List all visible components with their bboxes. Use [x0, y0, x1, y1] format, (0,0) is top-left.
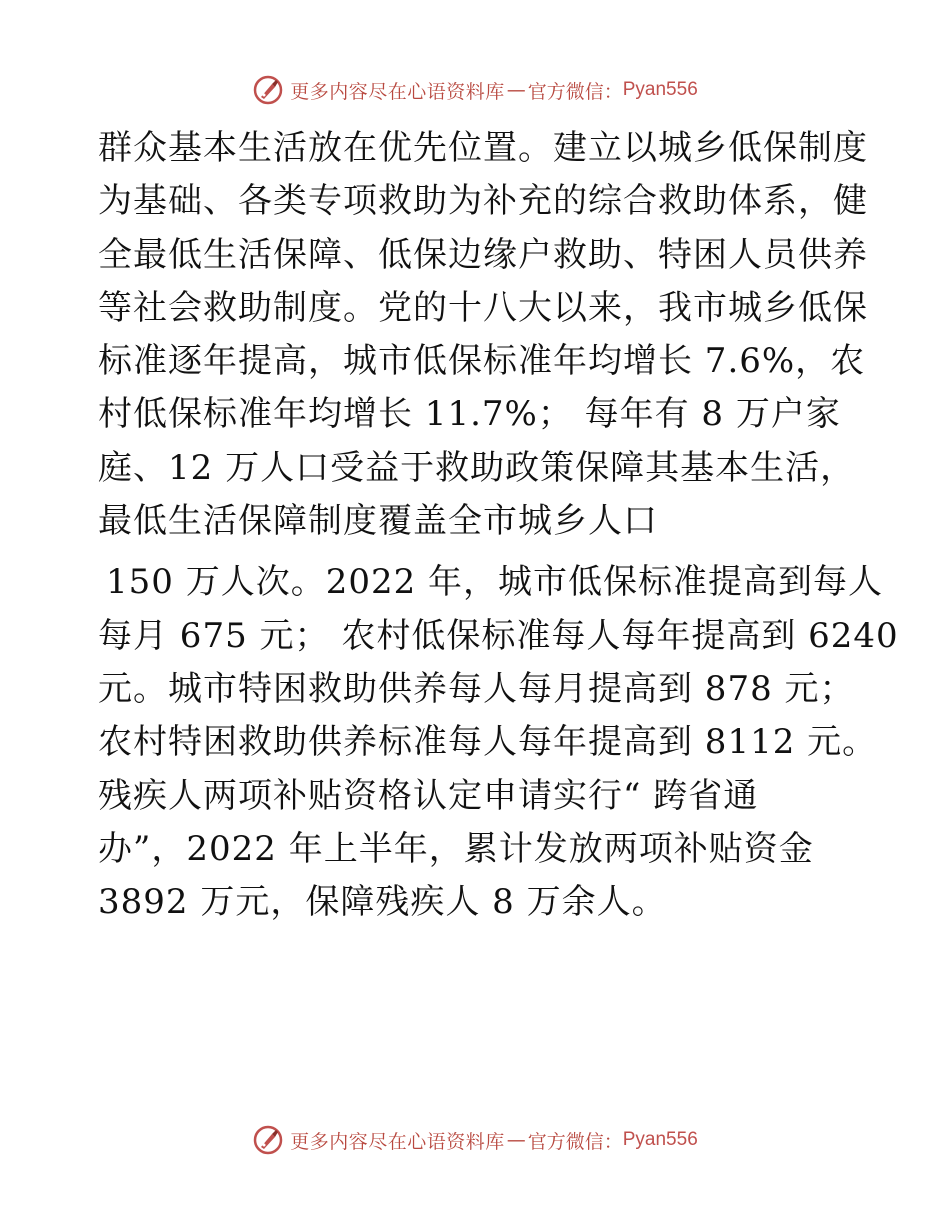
watermark-text: 更多内容尽在心语资料库	[290, 1130, 505, 1153]
text-line: 最低生活保障制度覆盖全市城乡人口	[98, 501, 658, 542]
text-line: 庭、12 万人口受益于救助政策保障其基本生活，	[98, 447, 856, 488]
text-line: 标准逐年提高，城市低保标准年均增长 7.6%，农	[98, 341, 866, 382]
line-gap	[98, 548, 878, 556]
paragraph-2	[98, 556, 899, 929]
text-line: 村低保标准年均增长 11.7%； 每年有 8 万户家	[98, 394, 841, 435]
footer-watermark	[0, 1120, 950, 1160]
fountain-pen-seal-icon	[252, 1124, 284, 1156]
text-line: 全最低生活保障、低保边缘户救助、特困人员供养	[98, 234, 868, 275]
watermark-id: Pyan556	[622, 79, 698, 100]
fountain-pen-seal-icon	[252, 74, 284, 106]
watermark-text: 更多内容尽在心语资料库	[290, 80, 505, 103]
text-line: 元。城市特困救助供养每人每月提高到 878 元；	[98, 668, 855, 709]
text-line: 群众基本生活放在优先位置。建立以城乡低保制度	[98, 128, 868, 168]
watermark-separator: —	[506, 79, 526, 101]
watermark-label: 官方微信：	[527, 80, 623, 103]
text-line: 150 万人次。2022 年，城市低保标准提高到每人	[106, 562, 884, 603]
watermark-separator: —	[506, 1129, 526, 1151]
document-body	[98, 122, 899, 929]
paragraph-1	[98, 122, 878, 548]
watermark-id: Pyan556	[622, 1129, 698, 1150]
text-line: 残疾人两项补贴资格认定申请实行“ 跨省通	[98, 775, 759, 816]
text-line: 每月 675 元； 农村低保标准每人每年提高到 6240	[98, 615, 899, 656]
text-line: 农村特困救助供养标准每人每年提高到 8112 元。	[98, 722, 878, 763]
watermark-label: 官方微信：	[527, 1130, 623, 1153]
text-line: 为基础、各类专项救助为补充的综合救助体系，健	[98, 181, 868, 222]
text-line: 等社会救助制度。党的十八大以来，我市城乡低保	[98, 287, 868, 328]
header-watermark	[0, 70, 950, 110]
text-line: 办”，2022 年上半年，累计发放两项补贴资金	[98, 828, 814, 869]
text-line: 3892 万元，保障残疾人 8 万余人。	[98, 882, 667, 923]
